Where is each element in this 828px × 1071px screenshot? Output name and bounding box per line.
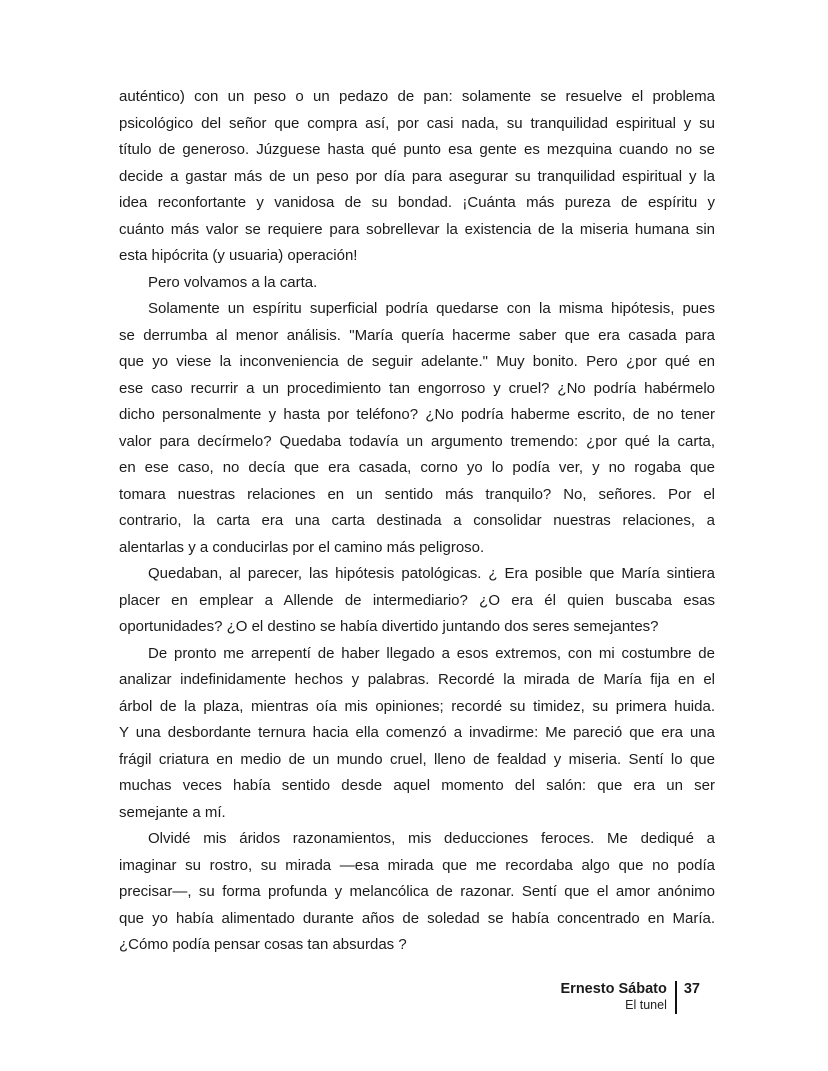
text-line: tomara nuestras relaciones en un sentido más tranquilo? No, señores. Por el <box>119 485 715 503</box>
text-line: Olvidé mis áridos razonamientos, mis deducciones feroces. Me dediqué a <box>148 830 715 847</box>
footer-author-block <box>561 981 675 1013</box>
text-line: Pero volvamos a la carta. <box>148 273 318 291</box>
text-line: que yo viese la inconveniencia de seguir adelante." Muy bonito. Pero ¿por qué en <box>119 353 715 370</box>
paragraph <box>119 296 715 561</box>
text-line: árbol de la plaza, mientras oía mis opiniones; recordé su timidez, su primera huida. <box>119 697 715 715</box>
text-line: decide a gastar más de un peso por día para asegurar su tranquilidad espiritual y la <box>119 167 715 185</box>
text-line: idea reconfortante y vanidosa de su bondad. ¡Cuánta más pureza de espíritu y <box>119 194 715 211</box>
paragraph <box>119 826 715 959</box>
text-line: imaginar su rostro, su mirada —esa mirada que me recordaba algo que no podía <box>119 856 715 874</box>
text-line: De pronto me arrepentí de haber llegado a esos extremos, con mi costumbre de <box>148 644 715 662</box>
text-line: frágil criatura en medio de un mundo cruel, lleno de fealdad y miseria. Sentí lo que <box>119 750 715 768</box>
text-line: analizar indefinidamente hechos y palabras. Recordé la mirada de María fija en el <box>119 671 715 688</box>
book-title: El tunel <box>625 998 667 1012</box>
text-line: se derrumba al menor análisis. "María quería hacerme saber que era casada para <box>119 326 715 344</box>
text-line: ¿Cómo podía pensar cosas tan absurdas ? <box>119 936 407 953</box>
paragraph <box>119 641 715 827</box>
text-line: Y una desbordante ternura hacia ella comenzó a invadirme: Me pareció que era una <box>119 724 715 741</box>
page-number: 37 <box>683 981 700 997</box>
text-line: psicológico del señor que compra así, por casi nada, su tranquilidad espiritual y su <box>119 114 715 132</box>
text-line: dicho personalmente y hasta por teléfono? ¿No podría haberme escrito, de no tener <box>119 406 715 423</box>
text-line: oportunidades? ¿O el destino se había divertido juntando dos seres semejantes? <box>119 618 659 635</box>
text-line: título de generoso. Júzguese hasta qué punto esa gente es mezquina cuando no se <box>119 141 715 158</box>
paragraph <box>119 84 715 270</box>
page-text <box>119 84 715 959</box>
text-line: semejante a mí. <box>119 803 226 821</box>
text-line: Quedaban, al parecer, las hipótesis patológicas. ¿ Era posible que María sintiera <box>148 565 715 582</box>
text-line: alentarlas y a conducirlas por el camino más peligroso. <box>119 538 485 556</box>
text-line: placer en emplear a Allende de intermediario? ¿O era él quien buscaba esas <box>119 591 715 609</box>
text-line: en ese caso, no decía que era casada, corno yo lo podía ver, y no rogaba que <box>119 459 715 476</box>
author-name: Ernesto Sábato <box>560 981 667 997</box>
text-line: Solamente un espíritu superficial podría quedarse con la misma hipótesis, pues <box>148 300 715 317</box>
paragraph <box>119 270 715 297</box>
text-line: cuánto más valor se requiere para sobrellevar la existencia de la miseria humana sin <box>119 220 715 238</box>
text-line: muchas veces había sentido desde aquel momento del salón: que era un ser <box>119 777 715 794</box>
text-line: esta hipócrita (y usuaria) operación! <box>119 247 358 264</box>
text-line: que yo había alimentado durante años de soledad se había concentrado en María. <box>119 909 715 927</box>
text-line: valor para decírmelo? Quedaba todavía un argumento tremendo: ¿por qué la carta, <box>119 432 715 450</box>
page-footer <box>561 981 701 1014</box>
text-line: precisar—, su forma profunda y melancólica de razonar. Sentí que el amor anónimo <box>119 883 715 900</box>
paragraph <box>119 561 715 641</box>
text-line: ese caso recurrir a un procedimiento tan engorroso y cruel? ¿No podría habérmelo <box>119 379 715 397</box>
text-line: auténtico) con un peso o un pedazo de pan: solamente se resuelve el problema <box>119 88 715 105</box>
text-line: contrario, la carta era una carta destinada a consolidar nuestras relaciones, a <box>119 512 715 529</box>
